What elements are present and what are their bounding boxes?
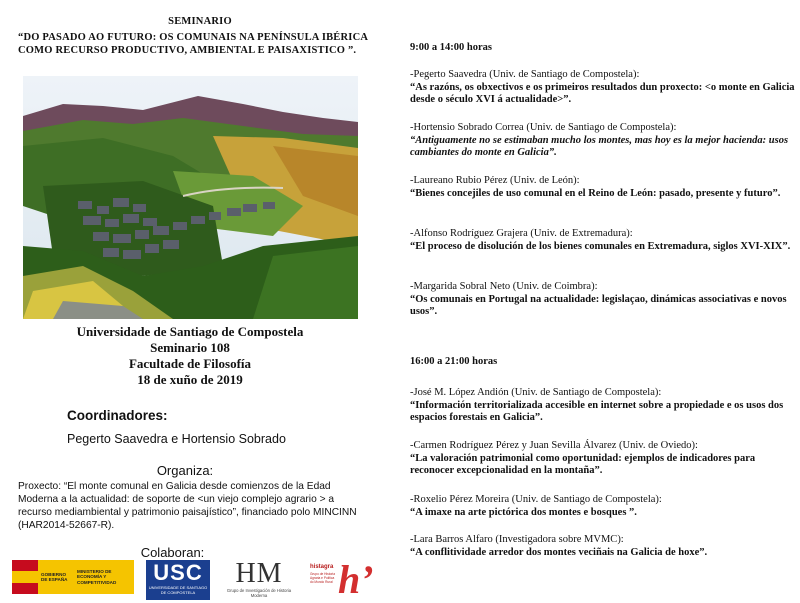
program-column bbox=[410, 0, 795, 600]
seminar-label: SEMINARIO bbox=[168, 16, 232, 27]
histagra-logo-mark: h’ bbox=[338, 557, 374, 602]
talk-title: “Bienes concejiles de uso comunal en el Reino de León: pasado, presente y futuro”. bbox=[410, 187, 781, 199]
talk-item bbox=[410, 281, 795, 319]
talk-title: “Información territorializada accesible en internet sobre a propiedade e os usos dos espacios forestais en Galicia”. bbox=[410, 399, 784, 423]
talk-speaker: -Hortensio Sobrado Correa (Univ. de Santiago de Compostela): bbox=[410, 122, 677, 133]
talk-speaker: -Roxelio Pérez Moreira (Univ. de Santiago de Compostela): bbox=[410, 494, 662, 505]
talk-speaker: -Pegerto Saavedra (Univ. de Santiago de Compostela): bbox=[410, 69, 640, 80]
talk-title: “El proceso de disolución de los bienes comunales en Extremadura, siglos XVI-XIX”. bbox=[410, 240, 791, 252]
usc-logo-text: UNIVERSIDADE DE SANTIAGO DE COMPOSTELA bbox=[148, 585, 208, 595]
talk-title: “Os comunais en Portugal na actualidade: legislaçao, dinámicas associativas e novos usos”. bbox=[410, 293, 787, 317]
spain-flag-icon bbox=[12, 560, 38, 594]
talk-item bbox=[410, 175, 795, 200]
event-date: 18 de xuño de 2019 bbox=[137, 372, 243, 387]
talk-item bbox=[410, 69, 795, 107]
talk-speaker: -Laureano Rubio Pérez (Univ. de León): bbox=[410, 175, 580, 186]
talk-item bbox=[410, 228, 795, 253]
venue-block bbox=[0, 324, 380, 388]
talk-speaker: -Alfonso Rodríguez Grajera (Univ. de Extremadura): bbox=[410, 228, 633, 239]
gobierno-logo-text: GOBIERNO DE ESPAÑA bbox=[41, 571, 68, 582]
talk-item bbox=[410, 122, 795, 160]
left-column bbox=[0, 0, 400, 600]
faculty-name: Facultade de Filosofía bbox=[128, 356, 252, 371]
talk-title: “As razóns, os obxectivos e os primeiros resultados dun proxecto: <o monte en Galicia desde o século XVI á actualidade>”. bbox=[410, 81, 795, 105]
hm-logo-text: Grupo de Investigación de Historia Moderna bbox=[226, 588, 292, 598]
colaboran-heading: Colaboran: bbox=[140, 545, 205, 560]
talk-item bbox=[410, 387, 795, 425]
talk-item bbox=[410, 534, 795, 559]
talk-title: “A conflitividade arredor dos montes veciñais na Galicia de hoxe”. bbox=[410, 546, 708, 558]
morning-time: 9:00 a 14:00 horas bbox=[410, 42, 492, 53]
coordinators-names: Pegerto Saavedra e Hortensio Sobrado bbox=[67, 432, 286, 446]
talk-title: “A imaxe na arte pictórica dos montes e bosques ”. bbox=[410, 506, 637, 518]
talk-title: “La valoración patrimonial como oportunidad: ejemplos de indicadores para reconocer excepcionalidad en la montaña”. bbox=[410, 452, 756, 476]
histagra-logo-name: histagra bbox=[310, 564, 334, 570]
seminar-number: Seminario 108 bbox=[150, 340, 230, 355]
talk-title: “Antiguamente no se estimaban mucho los montes, mas hoy es la mejor hacienda: usos cambiantes do monte en Galicia”. bbox=[410, 134, 789, 158]
talk-speaker: -Lara Barros Alfaro (Investigadora sobre MVMC): bbox=[410, 534, 624, 545]
village-landscape-photo bbox=[23, 76, 358, 319]
talk-speaker: -Margarida Sobral Neto (Univ. de Coimbra): bbox=[410, 281, 598, 292]
usc-logo-mark: USC bbox=[153, 560, 203, 585]
talk-speaker: -José M. López Andión (Univ. de Santiago de Compostela): bbox=[410, 387, 662, 398]
hm-logo bbox=[222, 560, 296, 600]
university-name: Universidade de Santiago de Compostela bbox=[76, 324, 304, 339]
gobierno-espana-logo bbox=[12, 560, 134, 594]
talk-speaker: -Carmen Rodríguez Pérez y Juan Sevilla Álvarez (Univ. de Oviedo): bbox=[410, 440, 698, 451]
seminar-title: “DO PASADO AO FUTURO: OS COMUNAIS NA PENÍNSULA IBÉRICA COMO RECURSO PRODUCTIVO, AMBIENTAL E PAISAXISTICO ”. bbox=[18, 32, 368, 56]
talk-item bbox=[410, 440, 795, 478]
organiza-text: Proxecto: “El monte comunal en Galicia desde comienzos de la Edad Moderna a la actualidad: de soporte de <un viejo complejo agrario > a recurso mediambiental y patrimonio paisajístico”, financiado polo MINCINN (HAR2014-52667-R). bbox=[18, 481, 357, 531]
organiza-heading: Organiza: bbox=[156, 463, 214, 478]
afternoon-time: 16:00 a 21:00 horas bbox=[410, 356, 498, 367]
histagra-logo bbox=[308, 557, 374, 602]
hm-logo-mark: HM bbox=[235, 558, 283, 589]
usc-logo bbox=[146, 560, 210, 600]
histagra-logo-text: Grupo de Historia Agraria e Política do Mundo Rural bbox=[310, 572, 335, 584]
talk-item bbox=[410, 494, 795, 519]
coordinators-heading: Coordinadores: bbox=[67, 408, 168, 423]
ministerio-logo-text: MINISTERIO DE ECONOMÍA Y COMPETITIVIDAD bbox=[77, 568, 117, 585]
